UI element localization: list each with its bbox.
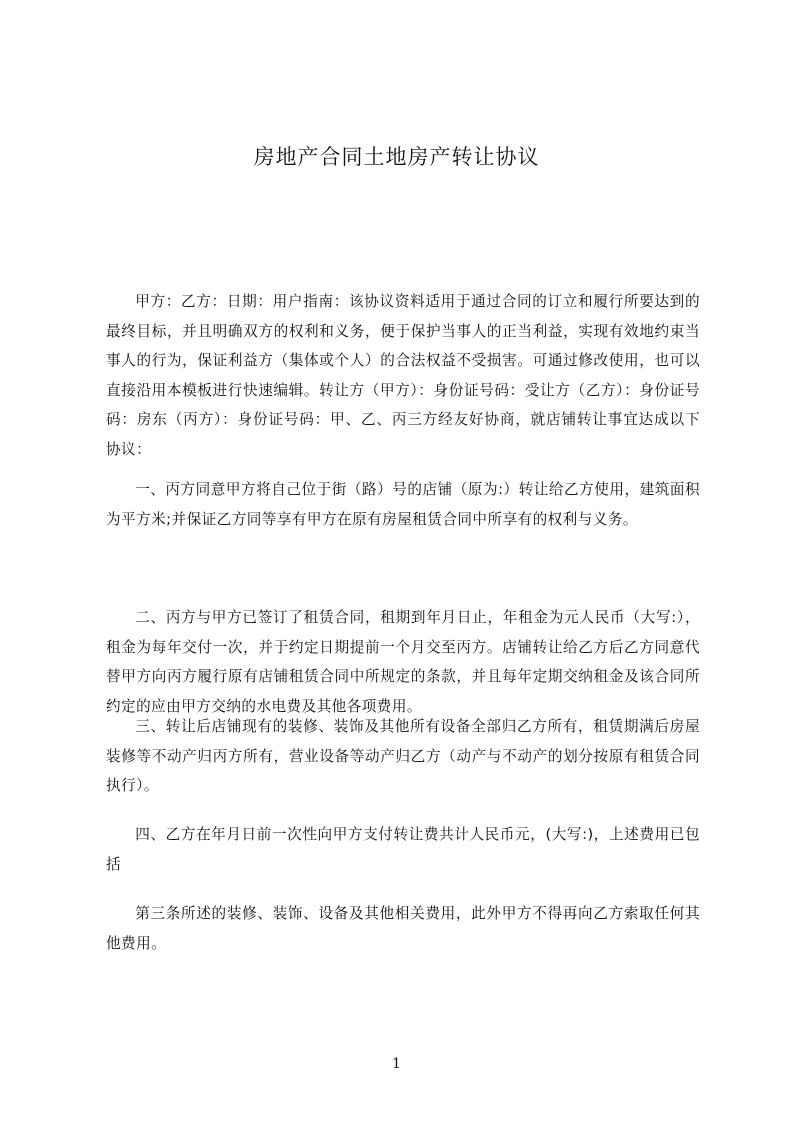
paragraph-preamble: 甲方：乙方：日期：用户指南：该协议资料适用于通过合同的订立和履行所要达到的最终目标，并且明确双方的权利和义务，便于保护当事人的正当利益，实现有效地约束当事人的行为，保证利益方（集体或个人）的合法权益不受损害。可通过修改使用，也可以直接沿用本模板进行快速编辑。转让方（甲方）：身份证号码：受让方（乙方）：身份证号码：房东（丙方）：身份证号码：甲、乙、丙三方经友好协商，就店铺转让事宜达成以下协议： xyxy=(106,293,700,458)
paragraph-article-4: 四、乙方在年月日前一次性向甲方支付转让费共计人民币元，(大写:)，上述费用已包括 xyxy=(106,826,700,873)
page-number: 1 xyxy=(392,1056,401,1072)
paragraph-article-4-continued: 第三条所述的装修、装饰、设备及其他相关费用，此外甲方不得再向乙方索取任何其他费用。 xyxy=(106,905,700,952)
paragraph-article-3: 三、转让后店铺现有的装修、装饰及其他所有设备全部归乙方所有，租赁期满后房屋装修等不动产归丙方所有，营业设备等动产归乙方（动产与不动产的划分按原有租赁合同执行）。 xyxy=(106,718,700,794)
paragraph-article-1: 一、丙方同意甲方将自己位于街（路）号的店铺（原为:）转让给乙方使用，建筑面积为平方米;并保证乙方同等享有甲方在原有房屋租赁合同中所享有的权利与义务。 xyxy=(106,481,700,528)
document-title: 房地产合同土地房产转让协议 xyxy=(253,145,540,169)
paragraph-article-2: 二、丙方与甲方已签订了租赁合同，租期到年月日止，年租金为元人民币（大写:），租金为每年交付一次，并于约定日期提前一个月交至丙方。店铺转让给乙方后乙方同意代替甲方向丙方履行原有店铺租赁合同中所规定的条款，并且每年定期交纳租金及该合同所约定的应由甲方交纳的水电费及其他各项费用。 xyxy=(106,609,700,715)
